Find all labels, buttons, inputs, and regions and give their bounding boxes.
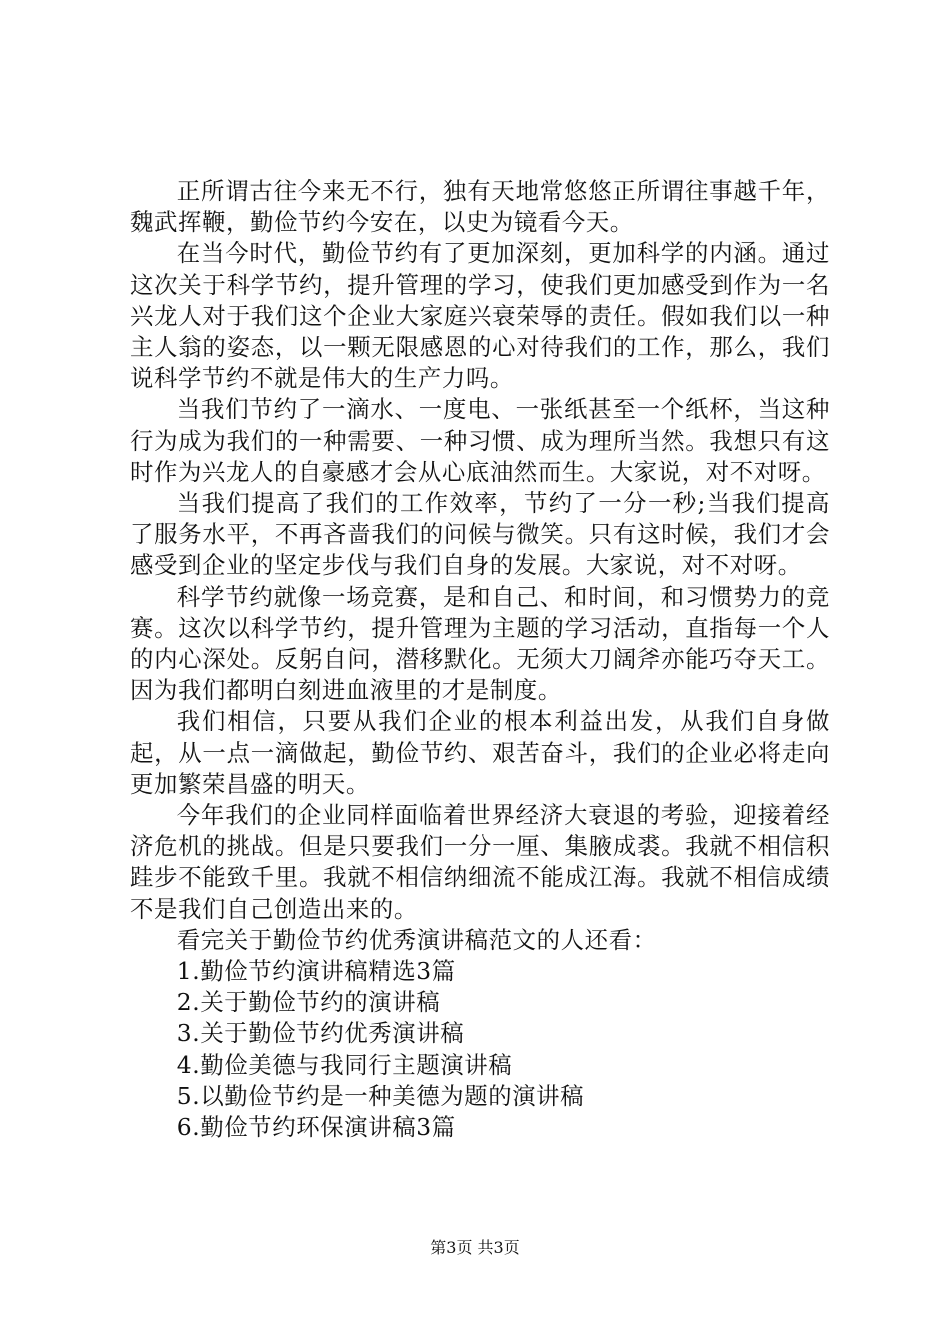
document-body	[130, 176, 830, 1143]
related-intro: 看完关于勤俭节约优秀演讲稿范文的人还看：	[176, 925, 657, 954]
paragraph: 今年我们的企业同样面临着世界经济大衰退的考验，迎接着经济危机的挑战。但是只要我们一分一厘、集腋成裘。我就不相信积跬步不能致千里。我就不相信纳细流不能成江海。我就不相信成绩不是我们自己创造出来的。	[130, 801, 830, 923]
paragraph: 正所谓古往今来无不行，独有天地常悠悠正所谓往事越千年，魏武挥鞭，勤俭节约今安在，以史为镜看今天。	[130, 177, 830, 237]
related-item: 2.关于勤俭节约的演讲稿	[176, 988, 441, 1017]
paragraph: 当我们提高了我们的工作效率，节约了一分一秒;当我们提高了服务水平，不再吝啬我们的问候与微笑。只有这时候，我们才会感受到企业的坚定步伐与我们自身的发展。大家说，对不对呀。	[130, 489, 830, 580]
related-item: 6.勤俭节约环保演讲稿3篇	[176, 1113, 456, 1142]
paragraph: 科学节约就像一场竞赛，是和自己、和时间，和习惯势力的竞赛。这次以科学节约，提升管理为主题的学习活动，直指每一个人的内心深处。反躬自问，潜移默化。无须大刀阔斧亦能巧夺天工。因为我们都明白刻进血液里的才是制度。	[130, 582, 830, 705]
related-item: 5.以勤俭节约是一种美德为题的演讲稿	[176, 1081, 585, 1110]
paragraph: 我们相信，只要从我们企业的根本利益出发，从我们自身做起，从一点一滴做起，勤俭节约、艰苦奋斗，我们的企业必将走向更加繁荣昌盛的明天。	[130, 707, 830, 798]
related-item: 1.勤俭节约演讲稿精选3篇	[176, 957, 456, 986]
page-number-footer: 第3页 共3页	[430, 1238, 520, 1257]
paragraph: 在当今时代，勤俭节约有了更加深刻，更加科学的内涵。通过这次关于科学节约，提升管理的学习，使我们更加感受到作为一名兴龙人对于我们这个企业大家庭兴衰荣辱的责任。假如我们以一种主人翁的姿态，以一颗无限感恩的心对待我们的工作，那么，我们说科学节约不就是伟大的生产力吗。	[130, 239, 830, 393]
related-item: 3.关于勤俭节约优秀演讲稿	[176, 1019, 465, 1048]
paragraph: 当我们节约了一滴水、一度电、一张纸甚至一个纸杯，当这种行为成为我们的一种需要、一种习惯、成为理所当然。我想只有这时作为兴龙人的自豪感才会从心底油然而生。大家说，对不对呀。	[130, 395, 830, 486]
related-item: 4.勤俭美德与我同行主题演讲稿	[176, 1050, 513, 1079]
